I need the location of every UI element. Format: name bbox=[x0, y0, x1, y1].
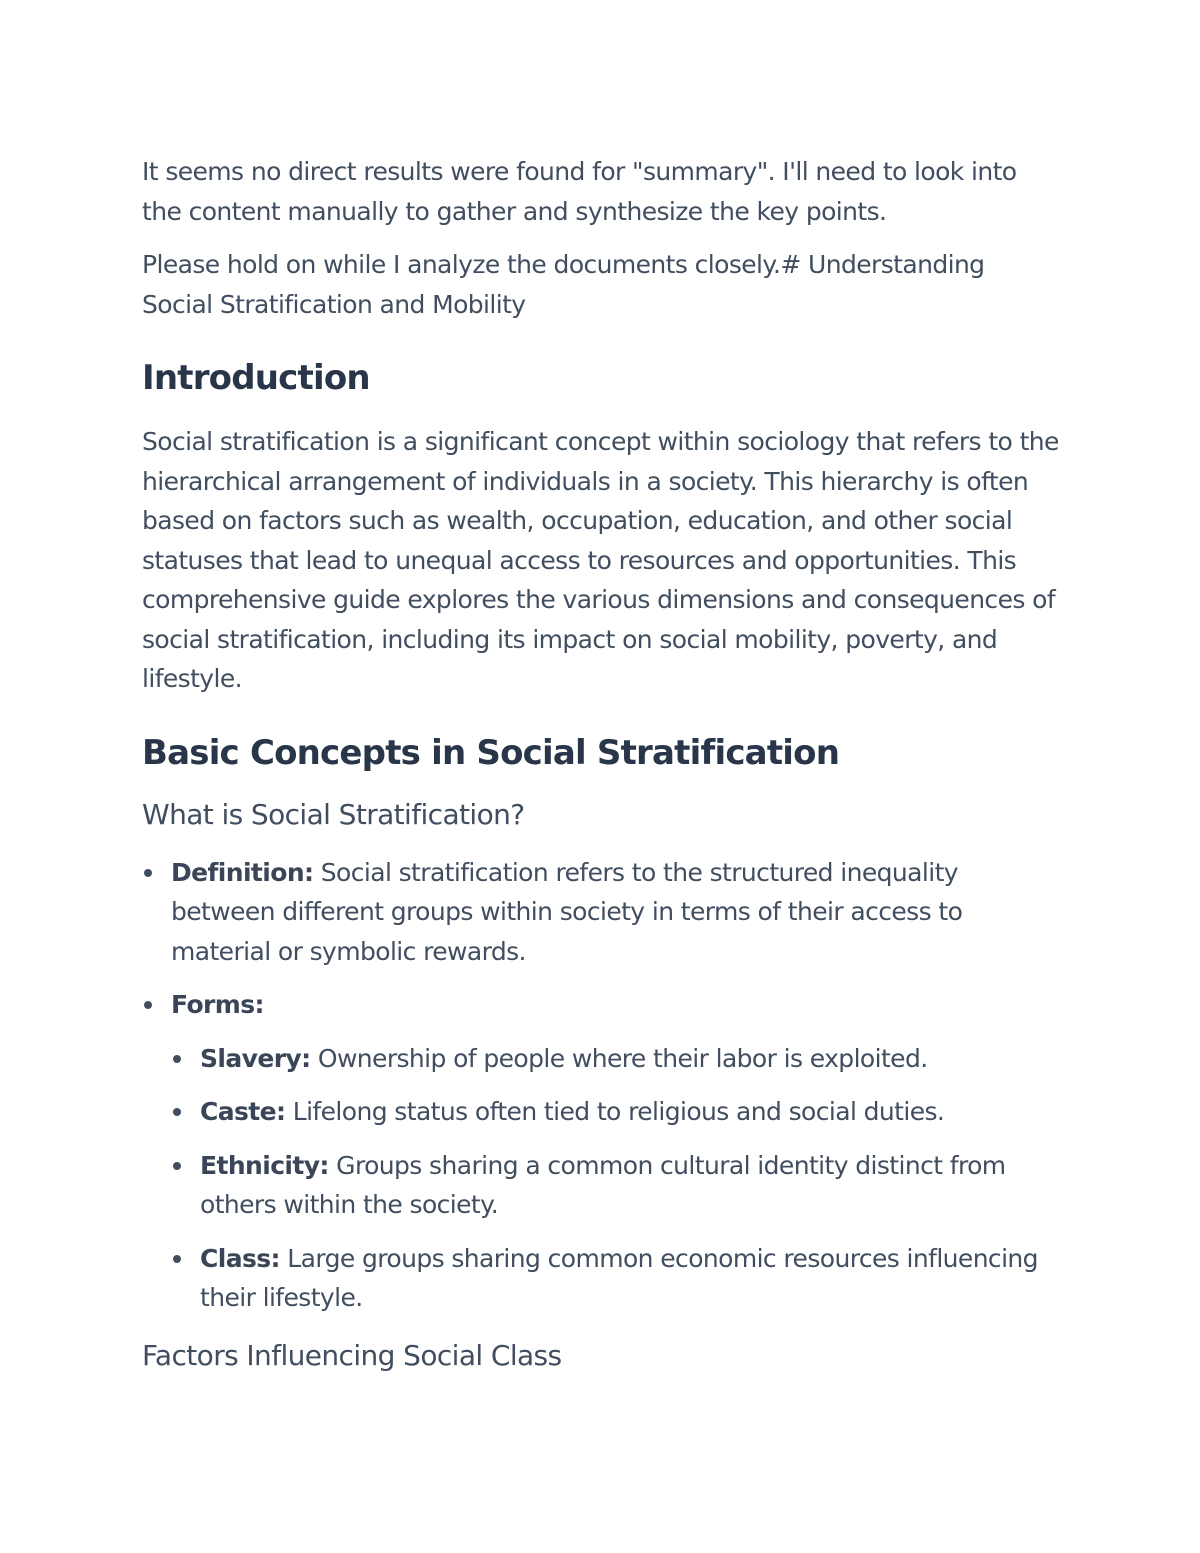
heading-factors: Factors Influencing Social Class bbox=[142, 1338, 562, 1372]
forms-sublist bbox=[171, 1039, 1062, 1318]
caste-text: Lifelong status often tied to religious and social duties. bbox=[285, 1097, 945, 1126]
list-item-definition bbox=[142, 853, 1062, 972]
slavery-text: Ownership of people where their labor is exploited. bbox=[310, 1043, 928, 1073]
bullet-icon bbox=[144, 1001, 152, 1009]
term-class: Class: bbox=[200, 1243, 280, 1273]
bullet-icon bbox=[173, 1255, 181, 1263]
term-slavery: Slavery: bbox=[200, 1043, 311, 1073]
hold-on-paragraph: Please hold on while I analyze the documents closely.# Understanding Social Stratification and Mobility bbox=[142, 250, 985, 319]
bullet-icon bbox=[173, 1108, 181, 1116]
class-text: Large groups sharing common economic resources influencing their lifestyle. bbox=[200, 1243, 1038, 1312]
bullet-icon bbox=[173, 1162, 181, 1170]
list-item-caste bbox=[171, 1092, 1062, 1132]
list-item-class bbox=[171, 1239, 1062, 1318]
term-caste: Caste: bbox=[200, 1097, 286, 1126]
term-forms: Forms: bbox=[171, 990, 264, 1019]
term-definition: Definition: bbox=[171, 857, 314, 887]
heading-what-is: What is Social Stratification? bbox=[142, 797, 525, 831]
document-content bbox=[142, 152, 1062, 1376]
bullet-icon bbox=[173, 1055, 181, 1063]
intro-note-paragraph: It seems no direct results were found for "summary". I'll need to look into the content manually to gather and synthesize the key points. bbox=[142, 157, 1017, 226]
bullet-icon bbox=[144, 869, 152, 877]
heading-basic-concepts: Basic Concepts in Social Stratification bbox=[142, 732, 840, 773]
term-ethnicity: Ethnicity: bbox=[200, 1150, 329, 1180]
concepts-list bbox=[142, 853, 1062, 1318]
list-item-ethnicity bbox=[171, 1146, 1062, 1225]
definition-text: Social stratification refers to the structured inequality between different groups within society in terms of their access to material or symbolic rewards. bbox=[171, 857, 963, 966]
heading-introduction: Introduction bbox=[142, 358, 370, 398]
list-item-forms bbox=[142, 985, 1062, 1318]
ethnicity-text: Groups sharing a common cultural identity distinct from others within the society. bbox=[200, 1150, 1006, 1219]
list-item-slavery bbox=[171, 1039, 1062, 1079]
introduction-body: Social stratification is a significant concept within sociology that refers to the hierarchical arrangement of individuals in a society. This hierarchy is often based on factors such as wealth, occupation, education, and other social statuses that lead to unequal access to resources and opportunities. This comprehensive guide explores the various dimensions and consequences of social stratification, including its impact on social mobility, poverty, and lifestyle. bbox=[142, 427, 1059, 693]
